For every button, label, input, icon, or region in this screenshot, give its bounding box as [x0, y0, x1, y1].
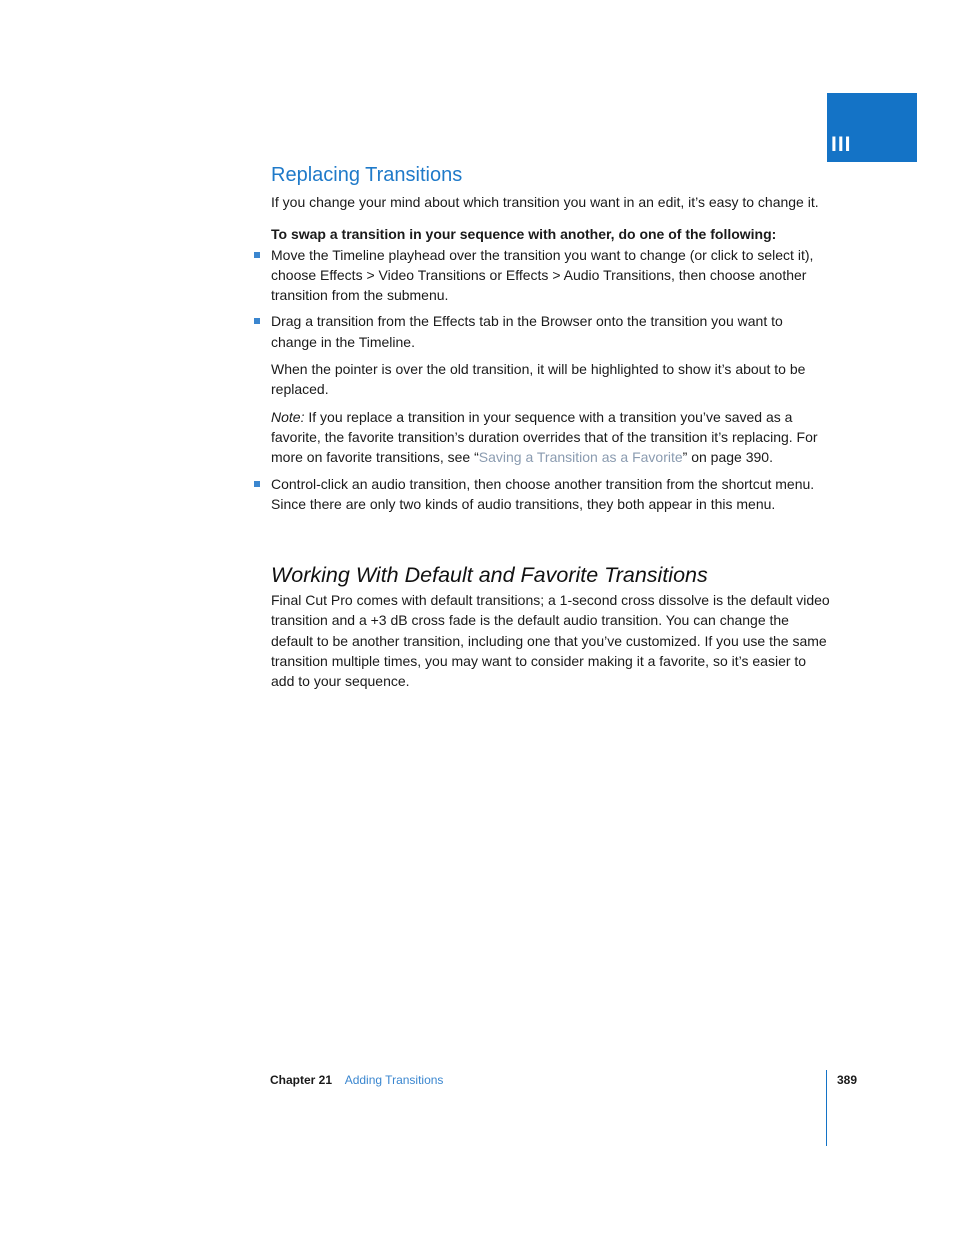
- bullet-square-icon: [254, 481, 260, 487]
- part-tab-label: III: [831, 133, 852, 156]
- note-text: If you replace a transition in your sequence with a transition you’ve saved as a favorite, the favorite transition’s duration overrides that of the transition it’s replacing. For more on favorite transitions, see “: [271, 408, 818, 466]
- bullet-square-icon: [254, 318, 260, 324]
- bullet-text: Drag a transition from the Effects tab in the Browser onto the transition you want to change in the Timeline.: [271, 313, 783, 350]
- section-heading-replacing: Replacing Transitions: [271, 164, 463, 186]
- page-content: [271, 158, 831, 692]
- page-footer: [270, 1072, 443, 1089]
- intro-paragraph: If you change your mind about which transition you want in an edit, it’s easy to change it.: [271, 194, 819, 210]
- cross-reference-link[interactable]: Saving a Transition as a Favorite: [478, 449, 683, 466]
- bullet-square-icon: [254, 252, 260, 258]
- defaults-paragraph: Final Cut Pro comes with default transitions; a 1-second cross dissolve is the default video transition and a +3 dB cross fade is the default audio transition. You can change the default to be another transition, including one that you’ve customized. If you use the same transition multiple times, you may want to consider making it a favorite, so it’s easier to add to your sequence.: [271, 592, 830, 690]
- bullet-followup-text: When the pointer is over the old transition, it will be highlighted to show it’s about to be replaced.: [271, 361, 806, 398]
- options-list: [271, 245, 831, 515]
- note-paragraph: [271, 407, 831, 468]
- note-page-reference: ” on page 390.: [682, 449, 773, 466]
- footer-chapter: Chapter 21: [270, 1073, 333, 1087]
- list-item: [271, 474, 831, 515]
- bullet-text: Move the Timeline playhead over the transition you want to change (or click to select it), choose Effects > Video Transitions or Effects > Audio Transitions, then choose another transition from the submenu.: [271, 246, 814, 304]
- bullet-text: Control-click an audio transition, then choose another transition from the shortcut menu. Since there are only two kinds of audio transitions, they both appear in this menu.: [271, 475, 815, 512]
- footer-chapter-title: Adding Transitions: [344, 1073, 444, 1087]
- section-heading-defaults: Working With Default and Favorite Transitions: [271, 563, 708, 588]
- part-tab: [827, 93, 917, 162]
- list-item: [271, 311, 831, 467]
- page-number: 389: [837, 1073, 858, 1087]
- note-label: Note:: [271, 408, 305, 425]
- task-heading: To swap a transition in your sequence with another, do one of the following:: [271, 226, 777, 243]
- footer-divider: [826, 1070, 827, 1146]
- list-item: [271, 245, 831, 306]
